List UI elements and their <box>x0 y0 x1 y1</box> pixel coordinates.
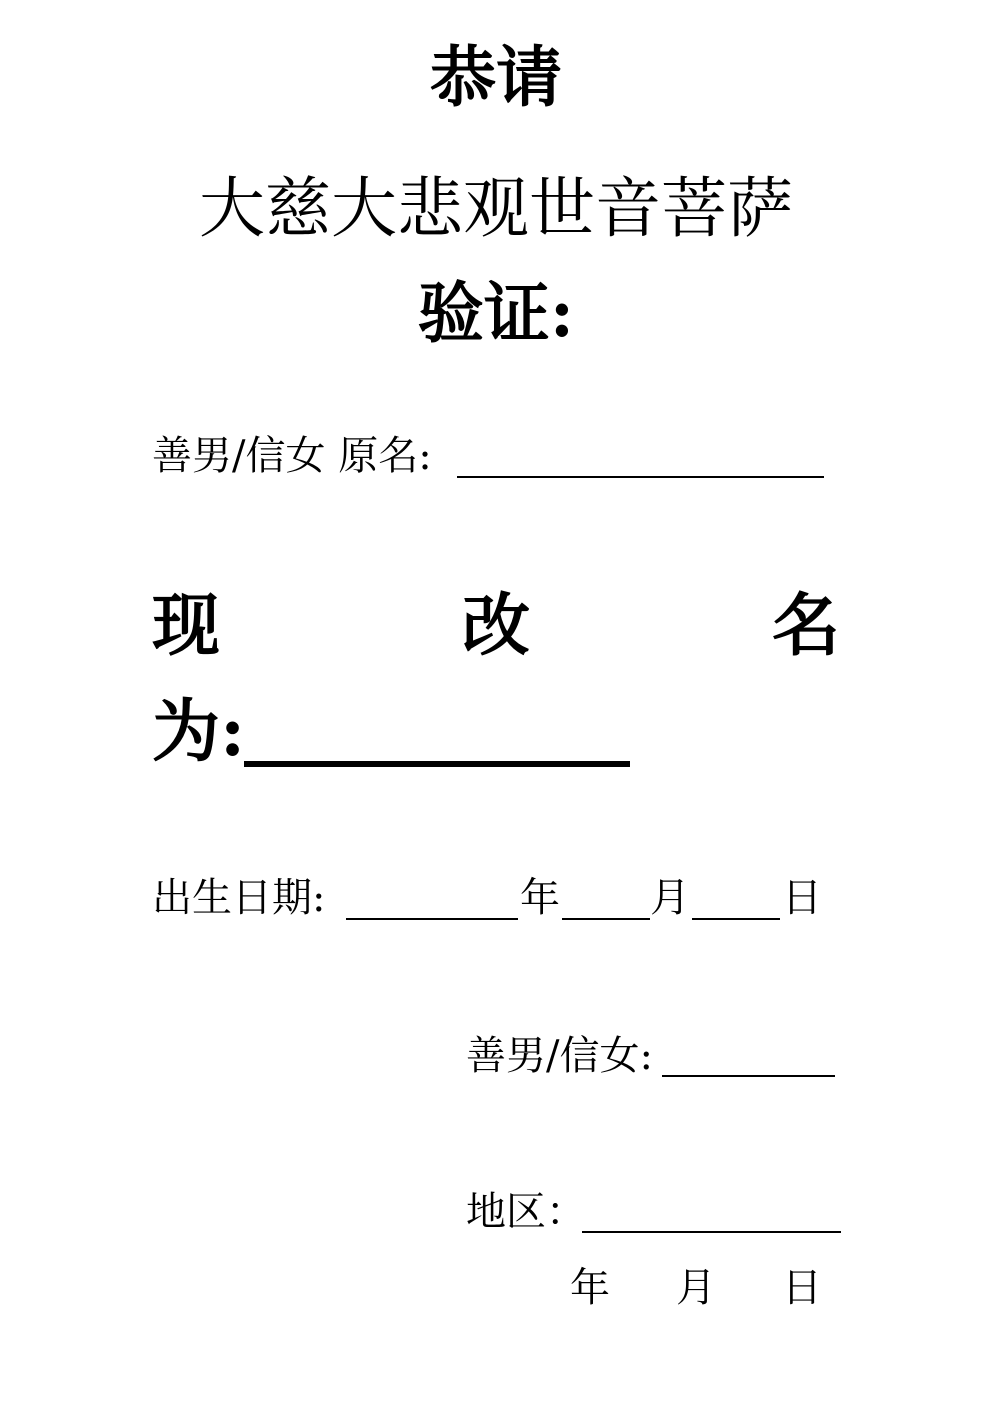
new-name-char-1: 现 <box>152 586 221 666</box>
date-month-label: 月 <box>676 1265 716 1311</box>
original-name-blank[interactable] <box>457 476 824 478</box>
heading-line-3: 验证: <box>417 274 575 352</box>
birth-date-label: 出生日期: <box>152 875 326 921</box>
birth-day-blank[interactable] <box>692 918 780 920</box>
region-label: 地区： <box>466 1189 586 1235</box>
heading-line-2: 大慈大悲观世音菩萨 <box>199 170 793 247</box>
region-blank[interactable] <box>582 1231 841 1233</box>
date-day-label: 日 <box>782 1265 822 1311</box>
signer-label: 善男/信女: <box>466 1033 653 1079</box>
original-name-label: 善男/信女 原名: <box>152 433 432 479</box>
new-name-label-line-2: 为: <box>152 692 246 772</box>
heading-line-1: 恭请 <box>430 38 562 116</box>
new-name-char-3: 名 <box>772 586 841 666</box>
new-name-char-2: 改 <box>462 586 531 666</box>
birth-year-blank[interactable] <box>346 918 518 920</box>
date-year-label: 年 <box>570 1265 610 1311</box>
birth-month-label: 月 <box>650 875 690 921</box>
birth-year-label: 年 <box>520 875 560 921</box>
new-name-blank[interactable] <box>244 761 630 767</box>
birth-month-blank[interactable] <box>562 918 650 920</box>
birth-day-label: 日 <box>782 875 822 921</box>
signer-blank[interactable] <box>662 1075 835 1077</box>
